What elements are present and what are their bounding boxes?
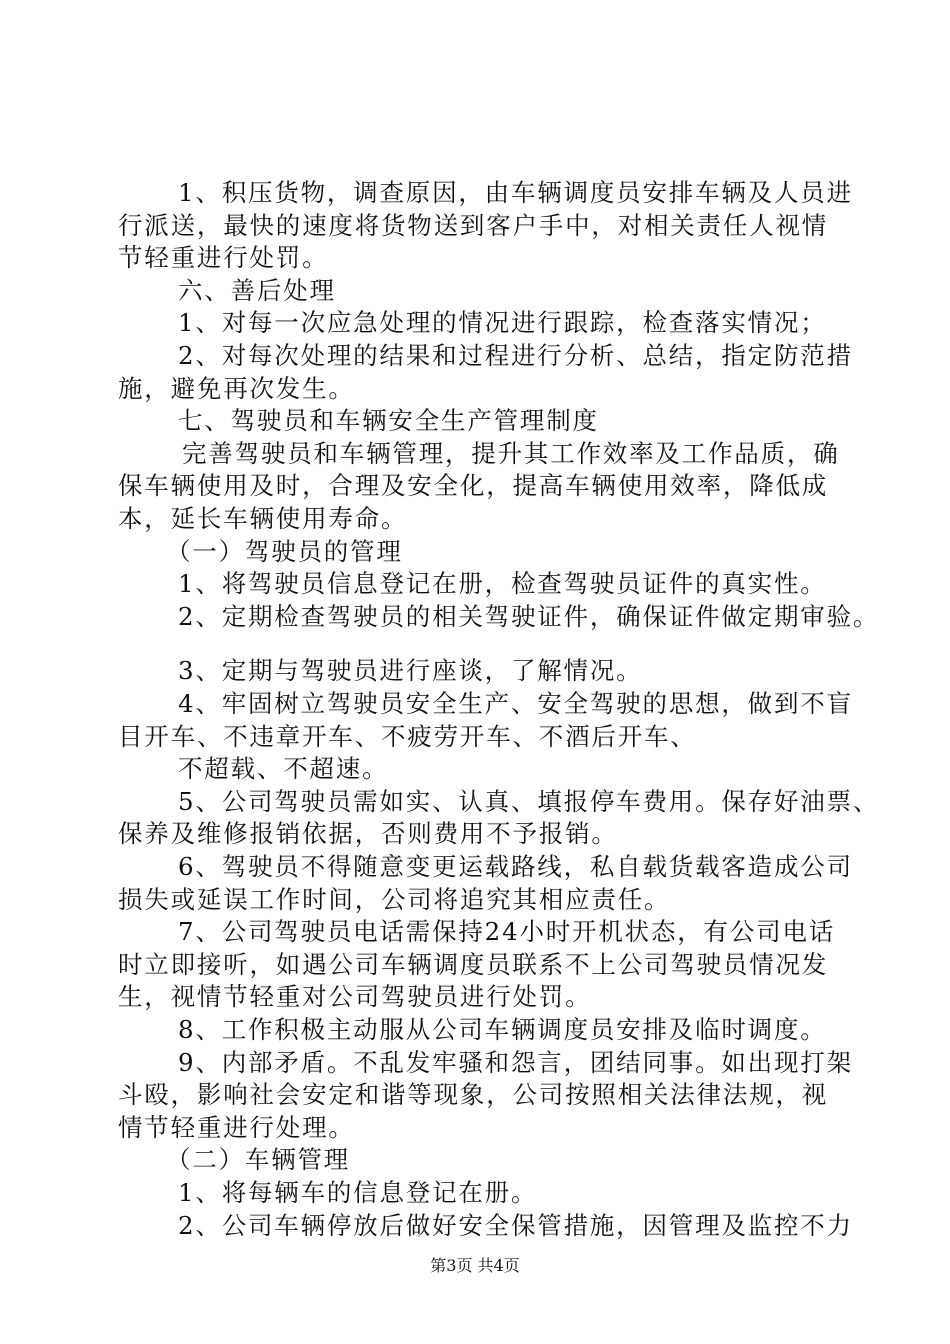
text-line: 1、积压货物，调查原因，由车辆调度员安排车辆及人员进 — [178, 178, 853, 207]
text-line: 保养及维修报销依据，否则费用不予报销。 — [118, 819, 618, 848]
text-line: 3、定期与驾驶员进行座谈，了解情况。 — [178, 656, 643, 685]
text-line: 时立即接听，如遇公司车辆调度员联系不上公司驾驶员情况发 — [118, 950, 829, 979]
text-line: 5、公司驾驶员需如实、认真、填报停车费用。保存好油票、 — [178, 787, 880, 816]
section-heading: 六、善后处理 — [178, 276, 336, 305]
text-line: 情节轻重进行处理。 — [118, 1113, 355, 1142]
text-line: 2、定期检查驾驶员的相关驾驶证件，确保证件做定期审验。 — [178, 602, 880, 631]
text-line: 损失或延误工作时间，公司将追究其相应责任。 — [118, 885, 671, 914]
text-line: 生，视情节轻重对公司驾驶员进行处罚。 — [118, 982, 592, 1011]
text-line: 施，避免再次发生。 — [118, 374, 355, 403]
text-line: 9、内部矛盾。不乱发牢骚和怨言，团结同事。如出现打架 — [178, 1048, 853, 1077]
text-line: 斗殴，影响社会安定和谐等现象，公司按照相关法律法规，视 — [118, 1080, 829, 1109]
page-number-footer: 第3页 共4页 — [430, 1256, 520, 1275]
text-line: 1、将驾驶员信息登记在册，检查驾驶员证件的真实性。 — [178, 569, 827, 598]
text-line: 完善驾驶员和车辆管理，提升其工作效率及工作品质，确 — [182, 439, 840, 468]
text-line: 本，延长车辆使用寿命。 — [118, 504, 408, 533]
text-line: 6、驾驶员不得随意变更运载路线，私自载货载客造成公司 — [178, 852, 853, 881]
text-line: 目开车、不违章开车、不疲劳开车、不酒后开车、 — [118, 722, 697, 751]
text-line: 行派送，最快的速度将货物送到客户手中，对相关责任人视情 — [118, 211, 829, 240]
subsection-heading: （二）车辆管理 — [166, 1145, 351, 1174]
text-line: 4、牢固树立驾驶员安全生产、安全驾驶的思想，做到不盲 — [178, 689, 853, 718]
text-line: 不超载、不超速。 — [178, 754, 389, 783]
text-line: 2、公司车辆停放后做好安全保管措施，因管理及监控不力 — [178, 1211, 853, 1240]
text-line: 保车辆使用及时，合理及安全化，提高车辆使用效率，降低成 — [118, 471, 829, 500]
text-line: 8、工作积极主动服从公司车辆调度员安排及临时调度。 — [178, 1015, 827, 1044]
text-line: 1、将每辆车的信息登记在册。 — [178, 1178, 538, 1207]
text-line: 1、对每一次应急处理的情况进行跟踪，检查落实情况； — [178, 308, 827, 337]
text-line: 节轻重进行处罚。 — [118, 243, 329, 272]
text-line: 2、对每次处理的结果和过程进行分析、总结，指定防范措 — [178, 341, 853, 370]
section-heading: 七、驾驶员和车辆安全生产管理制度 — [178, 406, 599, 435]
text-line: 7、公司驾驶员电话需保持24小时开机状态，有公司电话 — [178, 917, 836, 946]
subsection-heading: （一）驾驶员的管理 — [166, 537, 403, 566]
